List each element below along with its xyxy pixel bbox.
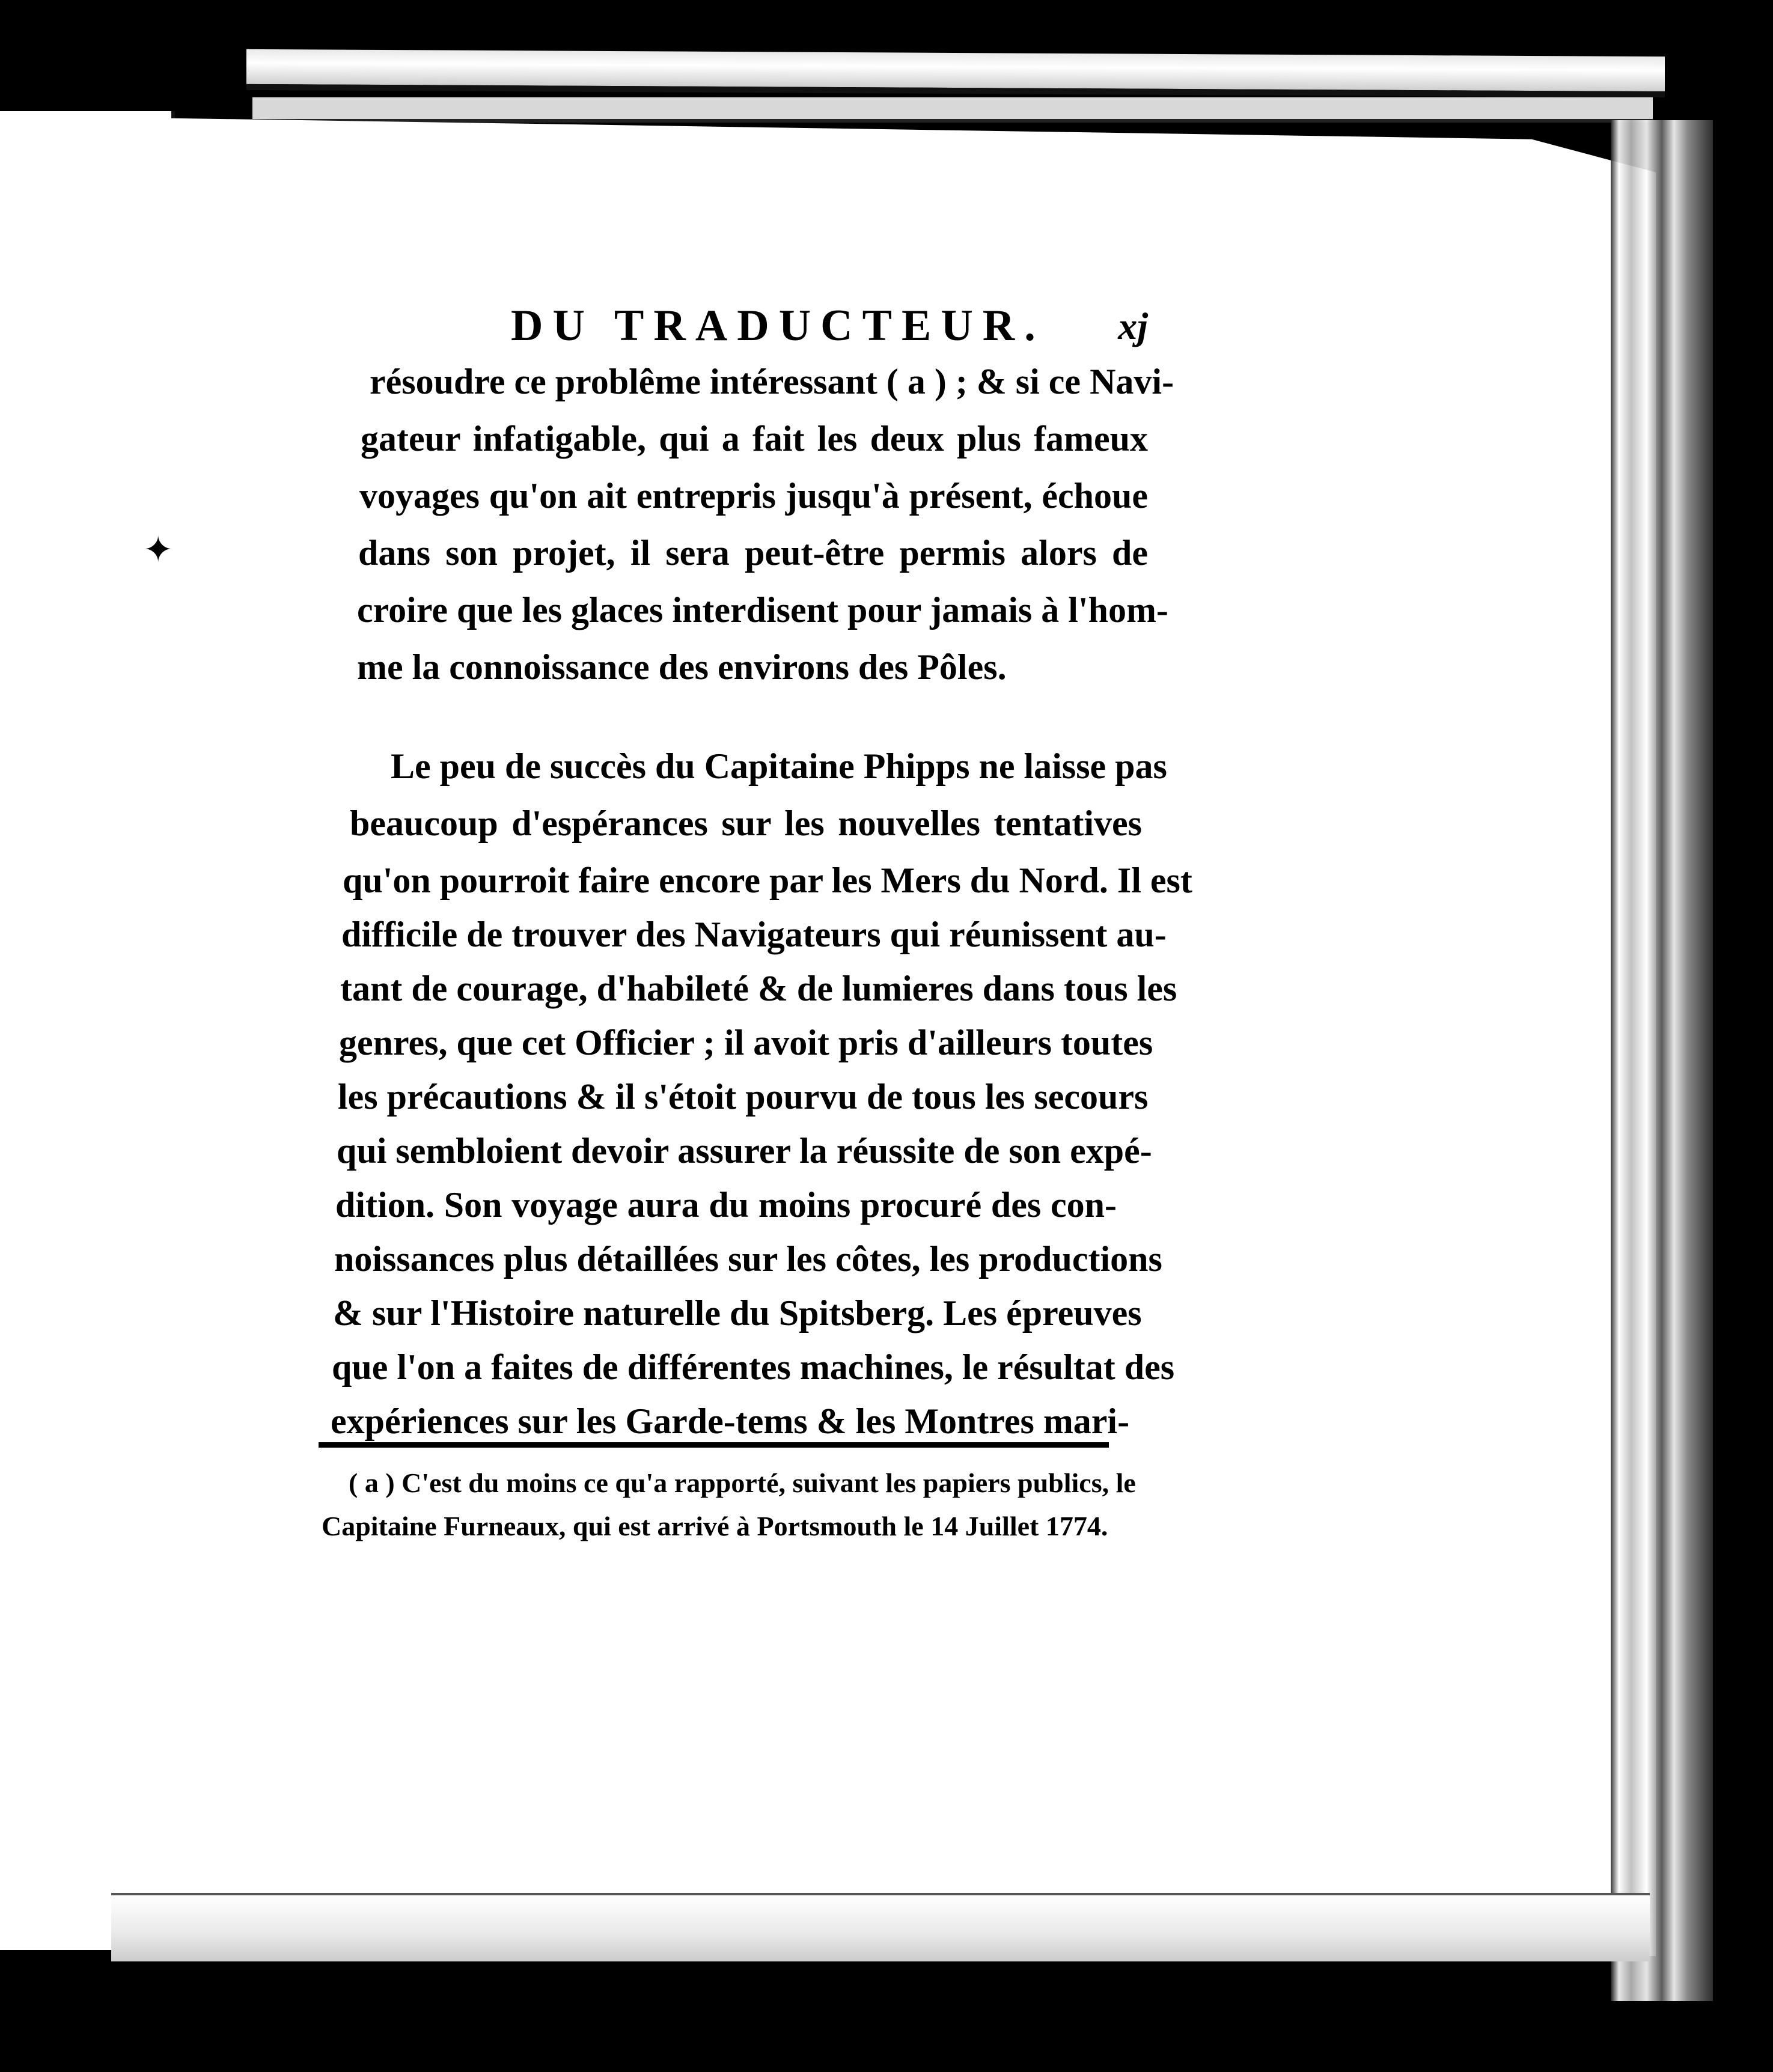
right-fore-edge bbox=[1611, 120, 1713, 2001]
running-head bbox=[511, 300, 1148, 355]
paragraph2-line-9: dition. Son voyage aura du moins procuré des con- bbox=[335, 1185, 1117, 1225]
paragraph1-line-3: voyages qu'on ait entrepris jusqu'à présent, échoue bbox=[359, 476, 1148, 516]
top-page-edges-inner bbox=[252, 97, 1653, 123]
page-number: xj bbox=[1118, 305, 1148, 347]
paragraph2-line-2: beaucoup d'espérances sur les nouvelles tentatives bbox=[350, 803, 1142, 843]
paragraph2-line-10: noissances plus détaillées sur les côtes, les productions bbox=[334, 1239, 1162, 1279]
paragraph2-line-8: qui sembloient devoir assurer la réussite de son expé- bbox=[337, 1131, 1152, 1171]
paragraph2-line-7: les précautions & il s'étoit pourvu de tous les secours bbox=[338, 1077, 1149, 1117]
paragraph2-line-3: qu'on pourroit faire encore par les Mers du Nord. Il est bbox=[343, 861, 1192, 900]
paragraph2-line-4: difficile de trouver des Navigateurs qui réunissent au- bbox=[341, 915, 1167, 954]
paragraph1-line-6: me la connoissance des environs des Pôles. bbox=[357, 647, 1007, 687]
paragraph1-line-1: résoudre ce problême intéressant ( a ) ; & si ce Navi- bbox=[370, 362, 1174, 401]
running-title: DU TRADUCTEUR. bbox=[511, 301, 1045, 350]
bottom-page-edges bbox=[111, 1893, 1650, 1961]
paragraph2-line-6: genres, que cet Officier ; il avoit pris d'ailleurs toutes bbox=[339, 1023, 1153, 1062]
footnote-line-1: ( a ) C'est du moins ce qu'a rapporté, suivant les papiers publics, le bbox=[349, 1467, 1136, 1498]
top-page-edges bbox=[246, 49, 1665, 97]
paragraph2-line-12: que l'on a faites de différentes machines, le résultat des bbox=[332, 1347, 1175, 1387]
paragraph1-line-5: croire que les glaces interdisent pour jamais à l'hom- bbox=[357, 590, 1168, 630]
footnote-line-2: Capitaine Furneaux, qui est arrivé à Portsmouth le 14 Juillet 1774. bbox=[322, 1511, 1108, 1541]
paragraph1-line-2: gateur infatigable, qui a fait les deux plus fameux bbox=[361, 419, 1148, 459]
paragraph2-line-1: Le peu de succès du Capitaine Phipps ne laisse pas bbox=[391, 746, 1167, 786]
footnote-rule bbox=[319, 1442, 1109, 1448]
paragraph2-line-5: tant de courage, d'habileté & de lumieres dans tous les bbox=[340, 969, 1177, 1008]
paragraph2-line-13: expériences sur les Garde-tems & les Montres mari- bbox=[331, 1401, 1130, 1441]
paragraph2-line-11: & sur l'Histoire naturelle du Spitsberg. Les épreuves bbox=[333, 1293, 1142, 1333]
binding-thread-mark: ✦ bbox=[143, 529, 174, 571]
paragraph1-line-4: dans son projet, il sera peut-être permis alors de bbox=[358, 533, 1148, 573]
